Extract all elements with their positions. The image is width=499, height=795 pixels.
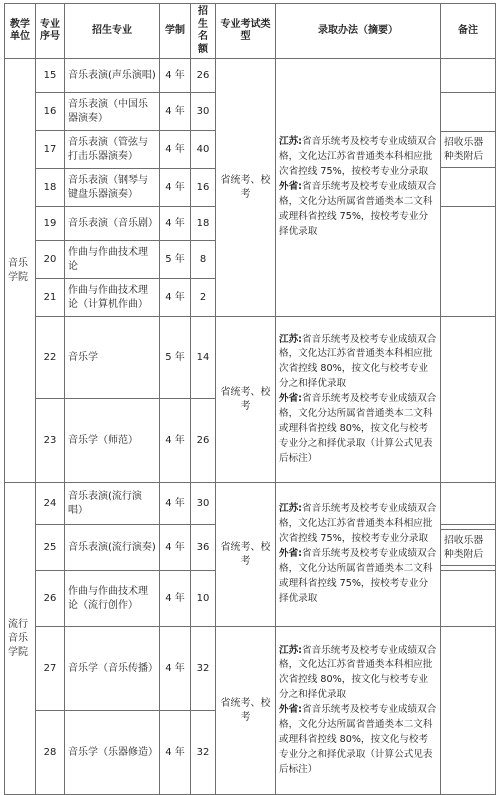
seq-cell: 21 — [36, 279, 65, 317]
method-out-text: 省音乐统考及校考专业成绩双合格，文化分达所属省普通类本二文科或理科省控线 75%，按校考专业分择优录取 — [279, 181, 437, 237]
duration-cell: 4 年 — [160, 525, 191, 571]
seq-cell: 25 — [36, 525, 65, 571]
quota-cell: 14 — [191, 317, 216, 399]
major-cell: 音乐表演（钢琴与键盘乐器演奏） — [65, 169, 160, 207]
exam-type-cell: 省统考、校考 — [216, 627, 276, 795]
major-cell: 音乐表演（中国乐器演奏） — [65, 93, 160, 131]
header-seq: 专业序号 — [36, 4, 65, 59]
major-cell: 音乐学（师范） — [65, 399, 160, 483]
seq-cell: 24 — [36, 483, 65, 525]
header-duration: 学制 — [160, 4, 191, 59]
duration-cell: 4 年 — [160, 131, 191, 169]
method-js-text: 省音乐统考及校考专业成绩双合格，文化达江苏省普通类本科相应批次省控线 75%，按校考专业分录取 — [279, 136, 437, 178]
major-cell: 作曲与作曲技术理论（计算机作曲） — [65, 279, 160, 317]
duration-cell: 4 年 — [160, 627, 191, 711]
unit-pop: 流行音乐学院 — [5, 483, 36, 795]
major-cell: 音乐表演(流行演奏) — [65, 525, 160, 571]
major-cell: 音乐表演（管弦与打击乐器演奏） — [65, 131, 160, 169]
header-method: 录取办法（摘要） — [276, 4, 441, 59]
duration-cell: 4 年 — [160, 399, 191, 483]
duration-cell: 4 年 — [160, 59, 191, 93]
method-cell — [276, 59, 441, 317]
note-cell — [441, 483, 496, 525]
note-text: 招收乐器种类附后 — [441, 529, 495, 566]
method-js-text: 省音乐统考及校考专业成绩双合格，文化达江苏省普通类本科相应批次省控线 75%，按校考专业分录取 — [279, 503, 437, 545]
major-cell: 音乐学（乐器修造） — [65, 711, 160, 795]
note-cell — [441, 59, 496, 93]
duration-cell: 4 年 — [160, 483, 191, 525]
exam-type-cell: 省统考、校考 — [216, 317, 276, 483]
seq-cell: 28 — [36, 711, 65, 795]
duration-cell: 4 年 — [160, 169, 191, 207]
note-cell — [441, 571, 496, 627]
quota-cell: 26 — [191, 399, 216, 483]
method-js-text: 省音乐统考及校考专业成绩双合格，文化达江苏省普通类本科相应批次省控线 80%，按文化与校考专业分之和择优录取 — [279, 644, 437, 701]
duration-cell: 4 年 — [160, 93, 191, 131]
note-cell — [441, 627, 496, 795]
header-exam-type: 专业考试类型 — [216, 4, 276, 59]
note-cell — [441, 93, 496, 207]
duration-cell: 4 年 — [160, 279, 191, 317]
method-cell — [276, 317, 441, 483]
quota-cell: 2 — [191, 279, 216, 317]
exam-type-cell: 省统考、校考 — [216, 59, 276, 317]
seq-cell: 20 — [36, 241, 65, 279]
seq-cell: 23 — [36, 399, 65, 483]
seq-cell: 17 — [36, 131, 65, 169]
note-cell — [441, 525, 496, 571]
method-cell — [276, 627, 441, 795]
method-js-text: 省音乐统考及校考专业成绩双合格，文化达江苏省普通类本科相应批次省控线 80%，按文化与校考专业分之和择优录取 — [279, 333, 437, 390]
table-row — [5, 627, 496, 711]
seq-cell: 19 — [36, 207, 65, 241]
note-cell — [441, 317, 496, 483]
seq-cell: 22 — [36, 317, 65, 399]
major-cell: 音乐表演（音乐剧） — [65, 207, 160, 241]
method-out-label: 外省: — [279, 393, 303, 405]
duration-cell: 4 年 — [160, 571, 191, 627]
quota-cell: 8 — [191, 241, 216, 279]
major-cell: 音乐表演(流行演唱） — [65, 483, 160, 525]
quota-cell: 26 — [191, 59, 216, 93]
seq-cell: 16 — [36, 93, 65, 131]
table-row — [5, 59, 496, 93]
quota-cell: 36 — [191, 525, 216, 571]
quota-cell: 32 — [191, 627, 216, 711]
method-out-label: 外省: — [279, 548, 303, 560]
duration-cell: 5 年 — [160, 317, 191, 399]
header-note: 备注 — [441, 4, 496, 59]
table-row — [5, 483, 496, 525]
method-out-text: 省音乐统考及校考专业成绩双合格，文化分达所属省普通类本二文科或理科省控线 80%，按文化与校考专业分之和择优录取（计算公式见表后标注） — [279, 704, 437, 775]
note-cell — [441, 207, 496, 317]
method-out-text: 省音乐统考及校考专业成绩双合格，文化分达所属省普通类本二文科或理科省控线 80%，按文化与校考专业分之和择优录取（计算公式见表后标注） — [279, 393, 437, 464]
method-out-label: 外省: — [279, 704, 303, 716]
quota-cell: 18 — [191, 207, 216, 241]
major-cell: 音乐表演(声乐演唱) — [65, 59, 160, 93]
major-cell: 音乐学（音乐传播） — [65, 627, 160, 711]
duration-cell: 5 年 — [160, 241, 191, 279]
method-js-label: 江苏: — [279, 136, 303, 148]
method-cell — [276, 483, 441, 627]
exam-type-cell: 省统考、校考 — [216, 483, 276, 627]
header-major: 招生专业 — [65, 4, 160, 59]
seq-cell: 26 — [36, 571, 65, 627]
seq-cell: 18 — [36, 169, 65, 207]
quota-cell: 30 — [191, 483, 216, 525]
quota-cell: 10 — [191, 571, 216, 627]
quota-cell: 32 — [191, 711, 216, 795]
method-js-label: 江苏: — [279, 503, 303, 515]
seq-cell: 15 — [36, 59, 65, 93]
seq-cell: 27 — [36, 627, 65, 711]
major-cell: 音乐学 — [65, 317, 160, 399]
quota-cell: 30 — [191, 93, 216, 131]
unit-music: 音乐学院 — [5, 59, 36, 483]
method-out-text: 省音乐统考及校考专业成绩双合格，文化分达所属省普通类本二文科或理科省控线 75%，按校考专业分择优录取 — [279, 548, 437, 604]
major-cell: 作曲与作曲技术理论（流行创作） — [65, 571, 160, 627]
method-js-label: 江苏: — [279, 644, 303, 656]
major-cell: 作曲与作曲技术理论 — [65, 241, 160, 279]
table-row — [5, 317, 496, 399]
quota-cell: 16 — [191, 169, 216, 207]
header-quota: 招生名额 — [191, 4, 216, 59]
duration-cell: 4 年 — [160, 711, 191, 795]
duration-cell: 4 年 — [160, 207, 191, 241]
method-out-label: 外省: — [279, 181, 303, 193]
admissions-table — [4, 3, 496, 795]
header-unit: 教学单位 — [5, 4, 36, 59]
note-text: 招收乐器种类附后 — [441, 131, 495, 168]
header-row — [5, 4, 496, 59]
quota-cell: 40 — [191, 131, 216, 169]
method-js-label: 江苏: — [279, 333, 303, 345]
